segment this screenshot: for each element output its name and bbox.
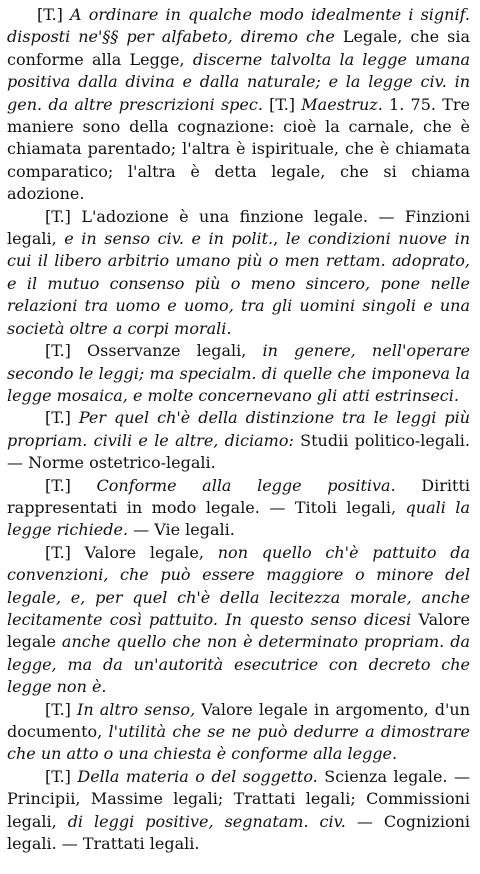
text-segment: [T.] bbox=[45, 475, 97, 495]
entry-paragraph bbox=[7, 407, 470, 474]
entry-paragraph bbox=[7, 699, 470, 766]
entry-paragraph bbox=[7, 542, 470, 699]
text-segment: Scienza legale. — Principii, Massime legali; Trattati legali; Commissioni legali, bbox=[7, 766, 470, 831]
text-segment: [T.] bbox=[37, 5, 71, 24]
text-segment: , bbox=[273, 229, 286, 249]
entry-paragraph bbox=[7, 340, 470, 407]
text-segment: anche quello che non è determinato propriam. da legge, ma da un'autorità esecutrice con decreto che legge non è. bbox=[7, 632, 470, 697]
text-segment: Valore legale bbox=[7, 609, 471, 652]
text-segment: [T.] bbox=[45, 766, 78, 786]
text-segment: Valore legale in argomento, d'un documento, bbox=[7, 699, 471, 741]
text-segment: [T.] bbox=[262, 94, 302, 114]
text-segment: — Vie legali. bbox=[128, 520, 235, 540]
text-segment: 1. 75. Tre maniere sono della cognazione: cioè la carnale, che è chiamata parentado; l'altra è ispirituale, che è chiamata comparatico; l'altra è detta legale, che si chiama adozione. bbox=[7, 94, 471, 204]
text-segment: discerne talvolta la legge umana positiva dalla divina e dalla naturale; e la legge civ. in gen. da altre prescrizioni spec. bbox=[7, 49, 470, 114]
text-segment: [T.] Valore legale, bbox=[45, 542, 218, 562]
text-segment: A ordinare in qualche modo idealmente i signif. disposti ne'§§ per alfabeto, diremo che bbox=[7, 5, 471, 47]
text-segment: Legale, che sia conforme alla Legge, bbox=[7, 27, 470, 69]
entry-paragraph bbox=[7, 206, 470, 340]
text-segment: non quello ch'è pattuito da convenzioni, che può essere maggiore o minore del legale, e, per quel ch'è della lecitezza morale, anche lecitamente così pattuito. In questo senso dicesi bbox=[7, 542, 470, 629]
text-segment: [T.] bbox=[45, 408, 79, 428]
text-segment: Conforme alla legge positiva. bbox=[96, 475, 396, 495]
text-segment: Per quel ch'è della distinzione tra le leggi più propriam. civili e le altre, diciamo: bbox=[7, 408, 471, 450]
text-segment: quali la legge richiede. bbox=[7, 497, 470, 540]
text-segment: Studii politico-legali. — Norme ostetrico-legali. bbox=[7, 430, 470, 473]
text-segment: di leggi positive, segnatam. civ. bbox=[67, 811, 346, 831]
text-segment: in genere, nell'operare secondo le leggi; ma specialm. di quelle che imponeva la legge mosaica, e molte concernevano gli atti estrinseci. bbox=[7, 341, 470, 405]
text-segment: Della materia o del soggetto. bbox=[77, 766, 318, 786]
text-segment: [T.] L'adozione è una finzione legale. — Finzioni legali, bbox=[7, 206, 470, 249]
text-segment: [T.] Osservanze legali, bbox=[45, 341, 263, 361]
text-segment: l'utilità che se ne può dedurre a dimostrare che un atto o una chiesta è conforme alla legge. bbox=[7, 722, 470, 764]
text-segment: Diritti rappresentati in modo legale. — Titoli legali, bbox=[7, 475, 470, 517]
text-segment: In altro senso, bbox=[77, 699, 196, 719]
text-segment: [T.] bbox=[45, 699, 78, 719]
text-segment: e in senso civ. e in polit. bbox=[64, 229, 274, 249]
text-segment: le condizioni nuove in cui il libero arbitrio umano più o men rettam. adoprato, e il mutuo consenso più o meno sincero, pone nelle relazioni tra uomo e uomo, tra gli uomini singoli e una società oltre a corpi morali. bbox=[7, 229, 471, 338]
entry-paragraph bbox=[7, 4, 470, 206]
entry-paragraph bbox=[7, 475, 470, 542]
text-segment: Maestruz. bbox=[301, 94, 383, 114]
entry-paragraph bbox=[7, 766, 470, 856]
text-segment: — Cognizioni legali. — Trattati legali. bbox=[7, 811, 471, 854]
